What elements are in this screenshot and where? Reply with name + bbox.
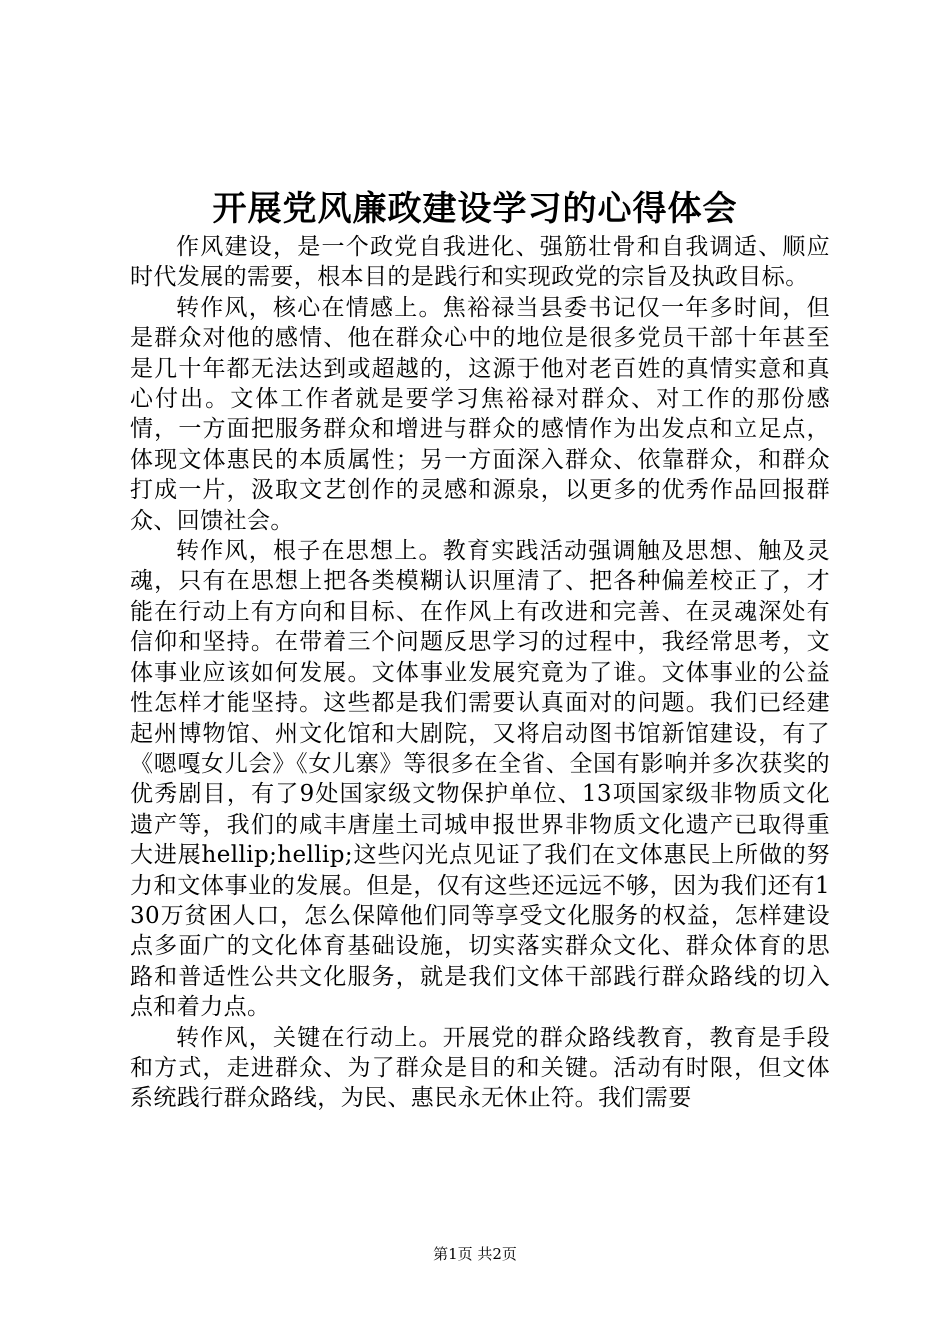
paragraph-intro: 作风建设，是一个政党自我进化、强筋壮骨和自我调适、顺应时代发展的需要，根本目的是践行和实现政党的宗旨及执政目标。 xyxy=(130,234,830,291)
page-number-footer: 第1页 共2页 xyxy=(433,1245,517,1263)
paragraph-thought: 转作风，根子在思想上。教育实践活动强调触及思想、触及灵魂，只有在思想上把各类模糊认识厘清了、把各种偏差校正了，才能在行动上有方向和目标、在作风上有改进和完善、在灵魂深处有信仰和坚持。在带着三个问题反思学习的过程中，我经常思考，文体事业应该如何发展。文体事业发展究竟为了谁。文体事业的公益性怎样才能坚持。这些都是我们需要认真面对的问题。我们已经建起州博物馆、州文化馆和大剧院，又将启动图书馆新馆建设，有了《嗯嘎女儿会》《女儿寨》等很多在全省、全国有影响并多次获奖的优秀剧目，有了9处国家级文物保护单位、13项国家级非物质文化遗产等，我们的咸丰唐崖土司城申报世界非物质文化遗产已取得重大进展hellip;hellip;这些闪光点见证了我们在文体惠民上所做的努力和文体事业的发展。但是，仅有这些还远远不够，因为我们还有130万贫困人口，怎么保障他们同等享受文化服务的权益，怎样建设点多面广的文化体育基础设施，切实落实群众文化、群众体育的思路和普适性公共文化服务，就是我们文体干部践行群众路线的切入点和着力点。 xyxy=(130,538,830,1021)
document-title: 开展党风廉政建设学习的心得体会 xyxy=(212,189,738,229)
paragraph-emotion: 转作风，核心在情感上。焦裕禄当县委书记仅一年多时间，但是群众对他的感情、他在群众心中的地位是很多党员干部十年甚至是几十年都无法达到或超越的，这源于他对老百姓的真情实意和真心付出。文体工作者就是要学习焦裕禄对群众、对工作的那份感情，一方面把服务群众和增进与群众的感情作为出发点和立足点，体现文体惠民的本质属性；另一方面深入群众、依靠群众，和群众打成一片，汲取文艺创作的灵感和源泉，以更多的优秀作品回报群众、回馈社会。 xyxy=(130,294,830,534)
paragraph-action: 转作风，关键在行动上。开展党的群众路线教育，教育是手段和方式，走进群众、为了群众是目的和关键。活动有时限，但文体系统践行群众路线，为民、惠民永无休止符。我们需要 xyxy=(130,1024,830,1112)
document-body xyxy=(130,232,830,1114)
